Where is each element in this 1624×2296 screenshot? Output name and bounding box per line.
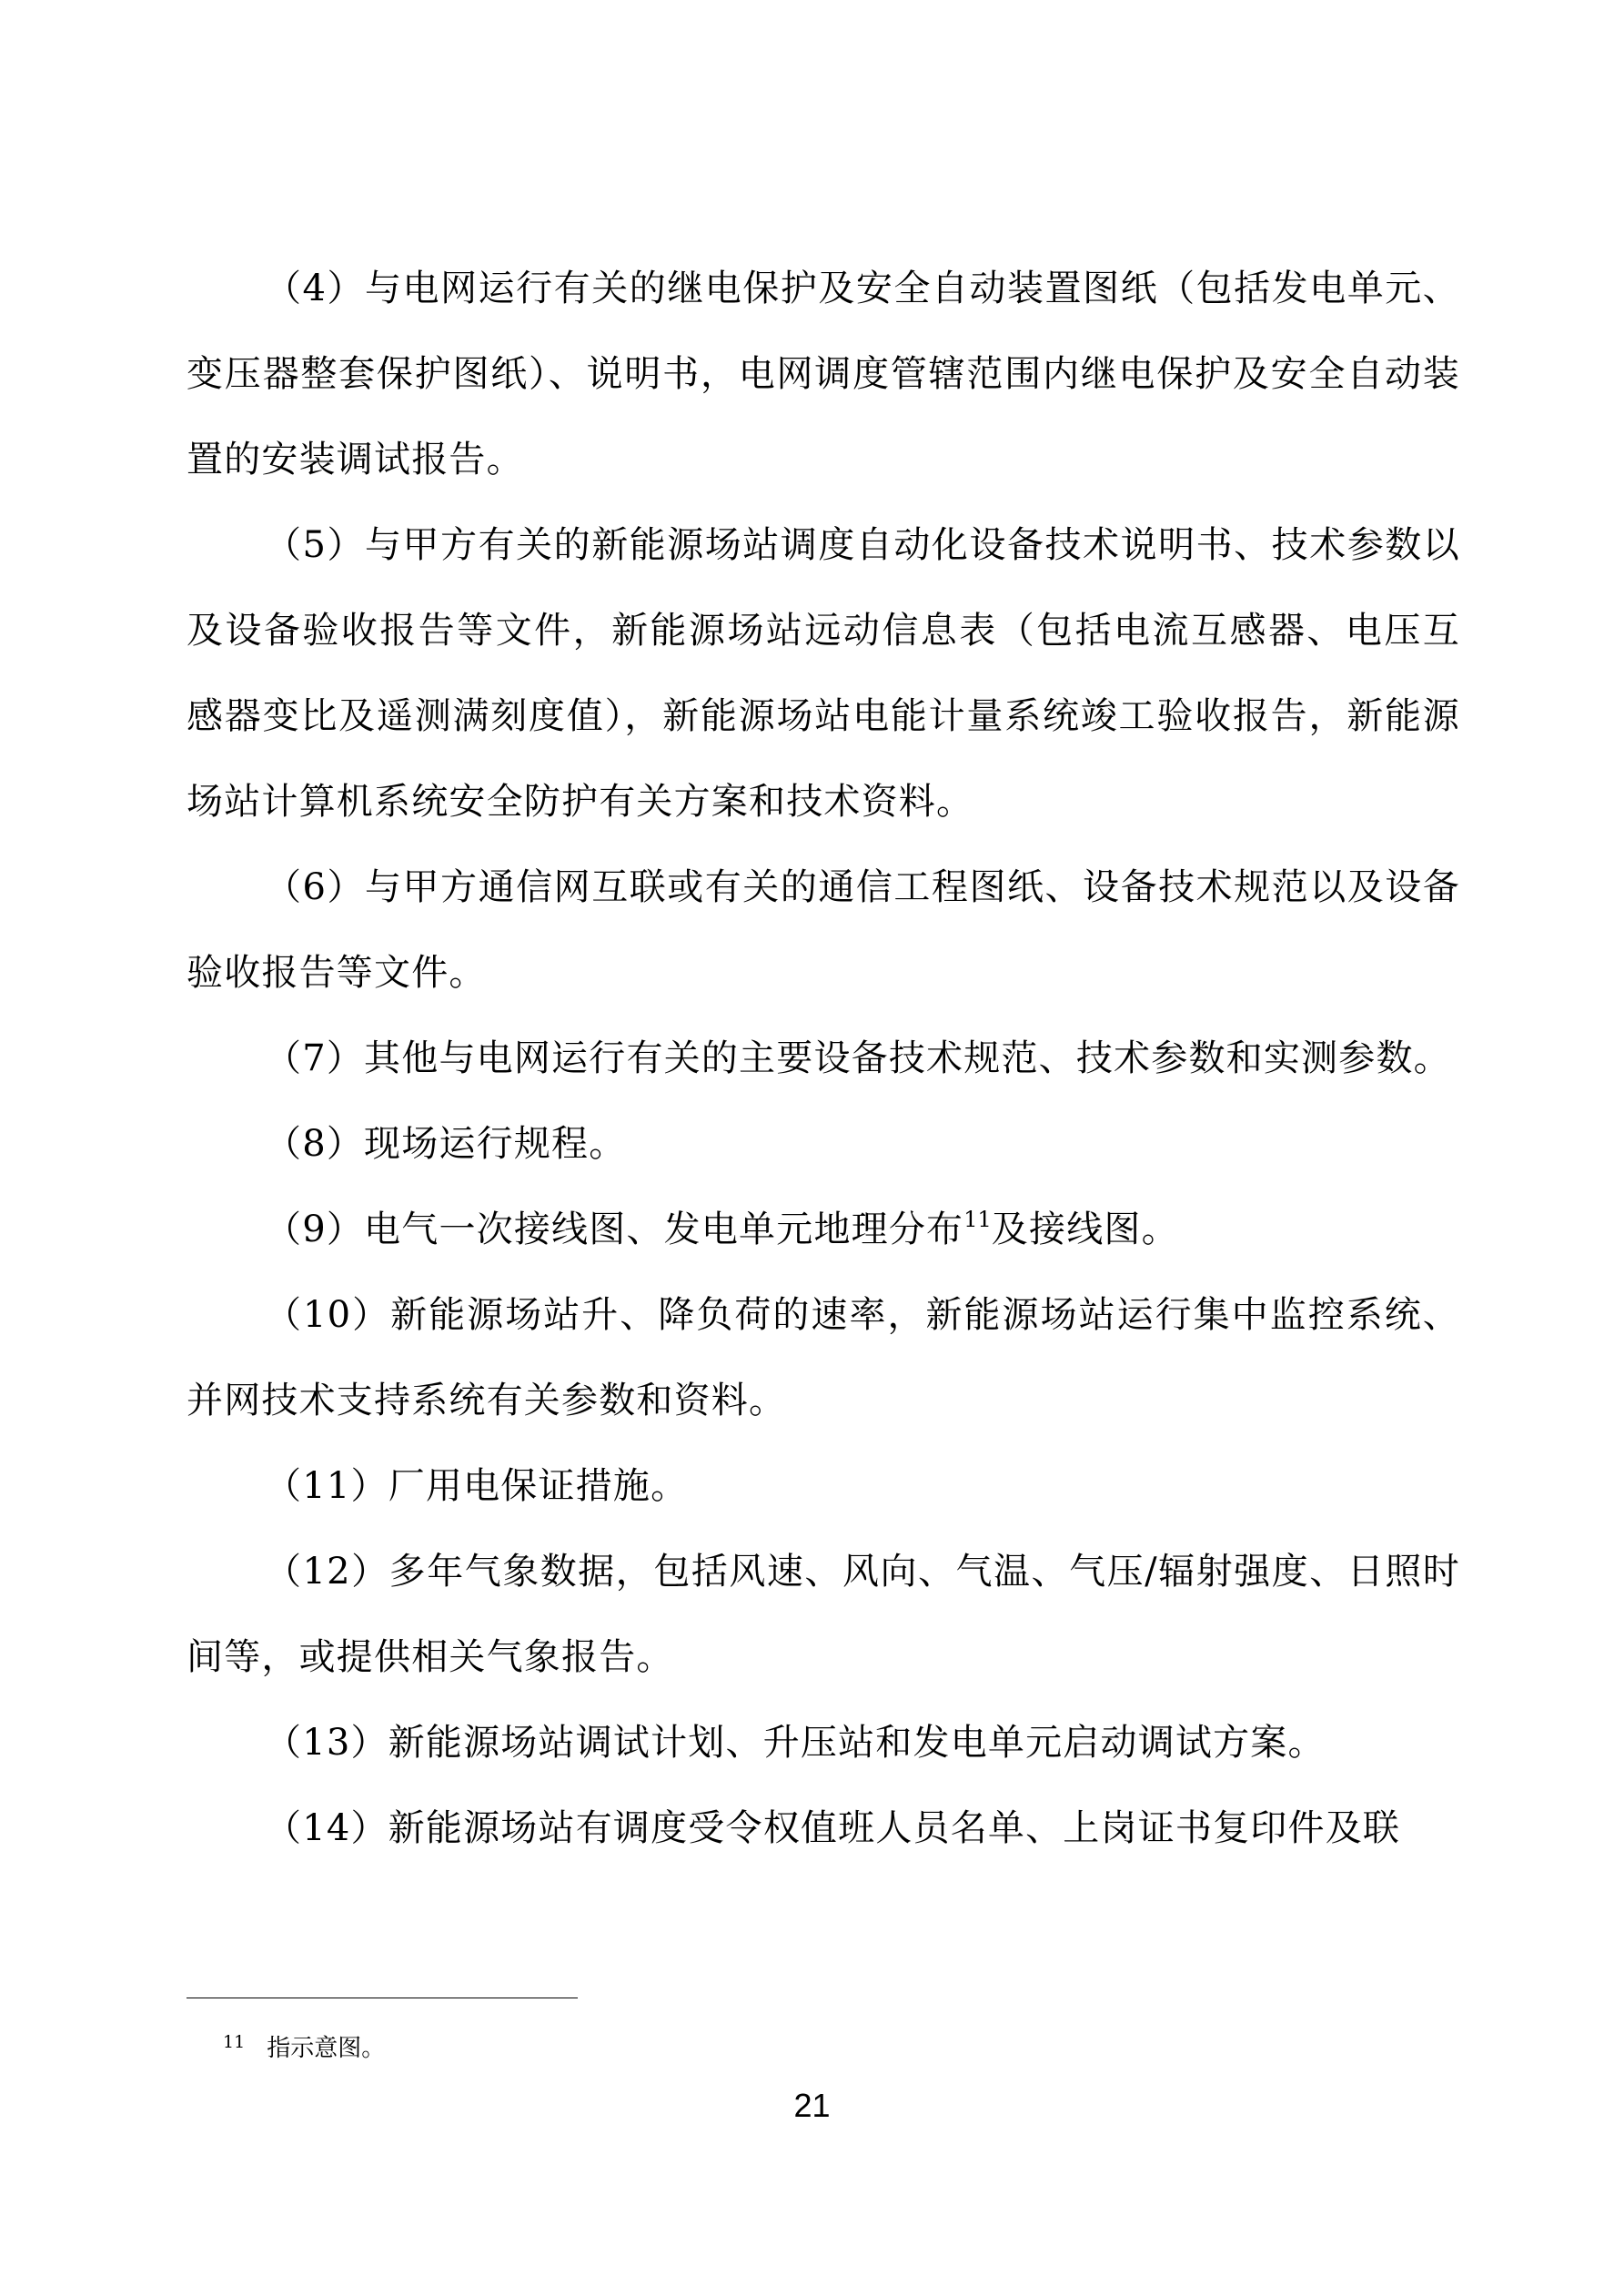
paragraph-item-5: （5）与甲方有关的新能源场站调度自动化设备技术说明书、技术参数以及设备验收报告等文件，新能源场站远动信息表（包括电流互感器、电压互感器变比及遥测满刻度值），新能源场站电能计量系统竣工验收报告，新能源场站计算机系统安全防护有关方案和技术资料。 xyxy=(187,524,1460,823)
footnote-reference: 11 xyxy=(963,1207,992,1232)
footnote-number: 11 xyxy=(223,2032,246,2052)
body-text xyxy=(187,246,1460,1871)
paragraph-item-4: （4）与电网运行有关的继电保护及安全自动装置图纸（包括发电单元、变压器整套保护图纸）、说明书，电网调度管辖范围内继电保护及安全自动装置的安装调试报告。 xyxy=(187,268,1460,480)
footnote xyxy=(223,2026,385,2065)
paragraph-item-10: （10）新能源场站升、降负荷的速率，新能源场站运行集中监控系统、并网技术支持系统有关参数和资料。 xyxy=(187,1294,1460,1421)
paragraph-item-9-text-end: 及接线图。 xyxy=(991,1209,1179,1250)
page-number: 21 xyxy=(793,2087,831,2124)
paragraph-item-7: （7）其他与电网运行有关的主要设备技术规范、技术参数和实测参数。 xyxy=(265,1037,1451,1079)
paragraph-item-8: （8）现场运行规程。 xyxy=(265,1123,627,1165)
paragraph-item-6: （6）与甲方通信网互联或有关的通信工程图纸、设备技术规范以及设备验收报告等文件。 xyxy=(187,866,1460,994)
paragraph-item-13: （13）新能源场站调试计划、升压站和发电单元启动调试方案。 xyxy=(265,1722,1326,1764)
paragraph-item-9-text: （9）电气一次接线图、发电单元地理分布 xyxy=(265,1209,964,1250)
paragraph-item-11: （11）厂用电保证措施。 xyxy=(265,1465,689,1507)
footnote-text: 指示意图。 xyxy=(267,2035,386,2062)
paragraph-item-9 xyxy=(187,1187,1460,1272)
paragraph-item-12: （12）多年气象数据，包括风速、风向、气温、气压/辐射强度、日照时间等，或提供相关气象报告。 xyxy=(187,1551,1460,1678)
paragraph-item-14: （14）新能源场站有调度受令权值班人员名单、上岗证书复印件及联 xyxy=(265,1807,1401,1849)
